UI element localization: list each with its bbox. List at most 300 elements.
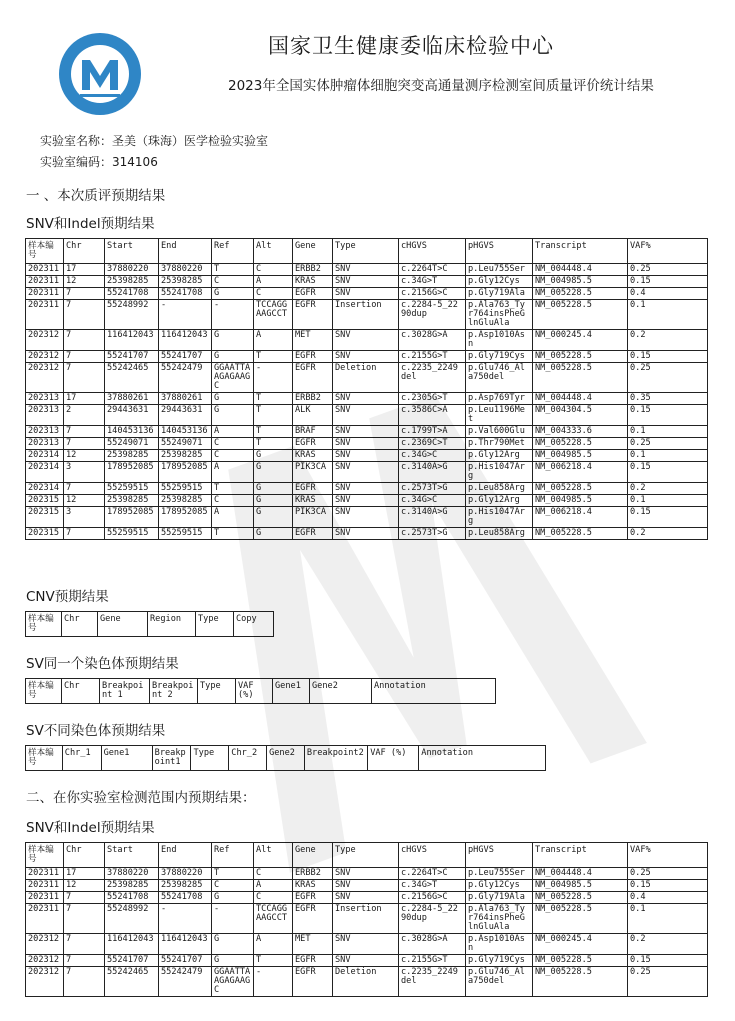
snv-header-cell: Alt [254,239,293,264]
snv-cell: SNV [333,438,399,450]
snv-cell: 202311 [26,288,64,300]
snv-cell: ALK [293,405,333,426]
snv-cell: 178952085 [105,507,159,528]
snv-cell: A [254,276,293,288]
snv-row [26,288,708,300]
snv-cell: SNV [333,276,399,288]
snv2-cell: 25398285 [159,880,212,892]
snv-cell: 37880261 [159,393,212,405]
snv-cell: 55242479 [159,363,212,393]
snv-cell: c.34G>C [399,450,466,462]
snv-cell: c.2235_2249del [399,363,466,393]
snv-cell: 17 [64,393,105,405]
snv2-cell: 55241707 [159,955,212,967]
snv-cell: T [212,264,254,276]
snv2-header-cell: Type [333,843,399,868]
snv-cell: C [254,264,293,276]
snv-cell: SNV [333,330,399,351]
snv2-cell: - [254,967,293,997]
snv-cell: SNV [333,462,399,483]
snv2-row [26,904,708,934]
snv-cell: A [212,426,254,438]
snv-cell: MET [293,330,333,351]
sv-same-header-cell: 样本编号 [26,679,62,704]
snv-row [26,405,708,426]
snv-cell: c.2369C>T [399,438,466,450]
snv2-cell: NM_005228.5 [533,955,628,967]
snv-cell: NM_000245.4 [533,330,628,351]
snv2-cell: p.Glu746_Ala750del [466,967,533,997]
snv-cell: G [212,330,254,351]
snv-cell: BRAF [293,426,333,438]
snv2-cell: EGFR [293,892,333,904]
snv2-cell: p.Leu755Ser [466,868,533,880]
snv-cell: 25398285 [159,450,212,462]
snv2-cell: 55242465 [105,967,159,997]
snv2-cell: c.2264T>C [399,868,466,880]
snv-cell: p.Thr790Met [466,438,533,450]
snv-row [26,507,708,528]
snv-cell: p.Glu746_Ala750del [466,363,533,393]
snv-cell: NM_004985.5 [533,495,628,507]
lab-name-label: 实验室名称： [40,134,113,148]
snv-cell: G [254,462,293,483]
snv2-header-cell: pHGVS [466,843,533,868]
snv-header-cell: Start [105,239,159,264]
snv2-cell: 0.4 [628,892,708,904]
snv-row [26,438,708,450]
snv-cell: p.His1047Arg [466,507,533,528]
snv2-cell: EGFR [293,904,333,934]
cnv-table [25,611,274,637]
snv-cell: NM_004333.6 [533,426,628,438]
snv2-cell: TCCAGGAAGCCT [254,904,293,934]
snv-cell: 7 [64,528,105,540]
snv-cell: 0.4 [628,288,708,300]
snv-header-cell: Chr [64,239,105,264]
snv-cell: T [254,426,293,438]
snv-cell: NM_006218.4 [533,462,628,483]
sv-same-table [25,678,496,704]
snv-row [26,330,708,351]
snv2-cell: c.3028G>A [399,934,466,955]
snv-cell: 7 [64,300,105,330]
snv-header-cell: End [159,239,212,264]
snv2-header-cell: End [159,843,212,868]
snv-cell: 55241707 [159,351,212,363]
snv-cell: p.Val600Glu [466,426,533,438]
snv2-cell: 202311 [26,880,64,892]
snv2-cell: SNV [333,934,399,955]
snv-cell: p.Gly12Arg [466,450,533,462]
snv-cell: T [254,405,293,426]
snv-cell: 202312 [26,351,64,363]
snv2-cell: 17 [64,868,105,880]
snv2-cell: 12 [64,880,105,892]
snv-cell: 7 [64,351,105,363]
snv-cell: 55259515 [159,528,212,540]
snv2-header-cell: Chr [64,843,105,868]
sv-same-header-cell: Breakpoint 1 [100,679,150,704]
snv-row [26,426,708,438]
snv2-cell: NM_005228.5 [533,904,628,934]
snv2-header-cell: Start [105,843,159,868]
sv-diff-header-cell: Gene2 [267,746,305,771]
snv2-cell: Insertion [333,904,399,934]
snv-header-cell: Type [333,239,399,264]
report-title: 2023年全国实体肿瘤体细胞突变高通量测序检测室间质量评价统计结果 [228,78,654,94]
snv-cell: 202312 [26,363,64,393]
snv-cell: EGFR [293,483,333,495]
sv-diff-header-cell: Gene1 [101,746,152,771]
snv2-cell: p.Gly12Cys [466,880,533,892]
snv2-header-cell: cHGVS [399,843,466,868]
snv2-row [26,955,708,967]
snv-row [26,393,708,405]
snv-cell: c.34G>C [399,495,466,507]
snv-cell: PIK3CA [293,462,333,483]
snv-header-cell: VAF% [628,239,708,264]
snv2-cell: 7 [64,904,105,934]
lab-info [40,131,268,173]
snv-cell: EGFR [293,363,333,393]
snv2-row [26,934,708,955]
snv-cell: 0.15 [628,351,708,363]
snv-row [26,450,708,462]
snv-cell: 202311 [26,276,64,288]
snv-cell: 55249071 [105,438,159,450]
snv-row [26,495,708,507]
snv2-cell: p.Ala763_Tyr764insPheGlnGluAla [466,904,533,934]
snv-cell: 7 [64,438,105,450]
snv-row [26,276,708,288]
snv-cell: 12 [64,495,105,507]
snv-cell: SNV [333,426,399,438]
snv2-cell: G [212,955,254,967]
snv-cell: 202311 [26,264,64,276]
snv-row [26,300,708,330]
snv-cell: NM_006218.4 [533,507,628,528]
snv-cell: 25398285 [159,495,212,507]
snv-cell: 3 [64,462,105,483]
snv-cell: p.Ala763_Tyr764insPheGlnGluAla [466,300,533,330]
snv-cell: SNV [333,528,399,540]
snv-cell: NM_005228.5 [533,528,628,540]
snv-cell: - [159,300,212,330]
snv-cell: 202313 [26,393,64,405]
snv2-cell: c.2284-5_2290dup [399,904,466,934]
snv2-cell: 202311 [26,904,64,934]
snv-cell: 12 [64,276,105,288]
snv-cell: EGFR [293,288,333,300]
snv2-cell: T [254,955,293,967]
sv-diff-table [25,745,546,771]
snv-cell: GGAATTAAGAGAAGC [212,363,254,393]
snv-cell: 0.1 [628,300,708,330]
snv-cell: c.2573T>G [399,528,466,540]
snv-cell: 3 [64,507,105,528]
snv-cell: A [212,462,254,483]
cnv-header-cell: Gene [98,612,148,637]
snv2-cell: NM_000245.4 [533,934,628,955]
snv2-cell: - [159,904,212,934]
snv-cell: 55249071 [159,438,212,450]
snv-cell: c.2155G>T [399,351,466,363]
snv-header-cell: pHGVS [466,239,533,264]
snv2-cell: KRAS [293,880,333,892]
cnv-header-cell: Region [148,612,196,637]
snv-row [26,363,708,393]
snv-cell: 37880261 [105,393,159,405]
snv2-cell: SNV [333,880,399,892]
snv-cell: G [254,507,293,528]
snv2-cell: C [254,868,293,880]
snv-header-cell: Gene [293,239,333,264]
snv2-header-cell: VAF% [628,843,708,868]
snv-cell: - [212,300,254,330]
snv-cell: 0.1 [628,450,708,462]
snv2-cell: 0.15 [628,955,708,967]
snv2-cell: SNV [333,868,399,880]
snv-row [26,528,708,540]
snv-cell: c.2305G>T [399,393,466,405]
snv2-cell: 0.1 [628,904,708,934]
sv-same-header-cell: VAF (%) [236,679,273,704]
snv-cell: 0.25 [628,438,708,450]
snv2-cell: 55241707 [105,955,159,967]
snv2-cell: C [212,880,254,892]
snv-cell: p.His1047Arg [466,462,533,483]
sv-same-header-cell: Chr [62,679,100,704]
sv-diff-header-cell: VAF (%) [368,746,419,771]
lab-code-label: 实验室编码： [40,155,113,169]
snv-cell: KRAS [293,495,333,507]
snv-header-cell: 样本编号 [26,239,64,264]
snv-cell: 178952085 [159,507,212,528]
snv-cell: SNV [333,264,399,276]
snv-cell: 12 [64,450,105,462]
snv2-cell: SNV [333,892,399,904]
snv-cell: c.3586C>A [399,405,466,426]
snv-cell: c.3140A>G [399,507,466,528]
snv2-cell: c.2155G>T [399,955,466,967]
snv-cell: NM_005228.5 [533,483,628,495]
snv-cell: 202313 [26,426,64,438]
cnv-header-cell: Chr [62,612,98,637]
sv-same-header-cell: Gene1 [273,679,310,704]
snv2-cell: c.2156G>C [399,892,466,904]
snv2-cell: ERBB2 [293,868,333,880]
snv-cell: - [254,363,293,393]
snv-cell: 55242465 [105,363,159,393]
snv-cell: G [212,288,254,300]
snv-cell: NM_004304.5 [533,405,628,426]
snv-cell: 0.25 [628,363,708,393]
snv-cell: SNV [333,507,399,528]
snv2-cell: NM_004985.5 [533,880,628,892]
snv-cell: SNV [333,483,399,495]
snv-table [25,238,708,540]
snv-cell: 202311 [26,300,64,330]
snv-cell: c.2284-5_2290dup [399,300,466,330]
snv-cell: G [254,450,293,462]
snv-cell: NM_004985.5 [533,276,628,288]
snv2-cell: T [212,868,254,880]
snv-cell: p.Asp1010Asn [466,330,533,351]
snv2-cell: 55241708 [105,892,159,904]
snv-cell: C [212,450,254,462]
snv2-cell: NM_004448.4 [533,868,628,880]
sv-diff-header-cell: Chr_2 [229,746,267,771]
sv-same-header-cell: Gene2 [310,679,372,704]
snv-cell: 178952085 [159,462,212,483]
snv2-cell: NM_005228.5 [533,892,628,904]
snv2-cell: p.Gly719Ala [466,892,533,904]
sv-diff-header-cell: Chr_1 [62,746,101,771]
snv-cell: ERBB2 [293,264,333,276]
snv2-cell: EGFR [293,955,333,967]
nccl-logo [58,32,142,116]
snv-cell: 55259515 [105,483,159,495]
sv-same-header-cell: Annotation [372,679,496,704]
snv-cell: 0.25 [628,264,708,276]
snv-cell: 25398285 [105,450,159,462]
snv-cell: 29443631 [159,405,212,426]
snv-cell: c.2573T>G [399,483,466,495]
snv-cell: 140453136 [105,426,159,438]
cnv-header-cell: Type [196,612,234,637]
snv-cell: C [212,276,254,288]
snv-cell: 0.15 [628,507,708,528]
snv2-cell: 202312 [26,955,64,967]
snv-cell: EGFR [293,300,333,330]
section1-title: 一 、本次质评预期结果 [26,188,166,204]
snv-cell: 202315 [26,507,64,528]
cnv-header-cell: 样本编号 [26,612,62,637]
snv2-cell: G [212,934,254,955]
snv-row [26,483,708,495]
snv-cell: T [254,393,293,405]
snv-cell: NM_004448.4 [533,264,628,276]
snv2-cell: NM_005228.5 [533,967,628,997]
snv-cell: p.Leu755Ser [466,264,533,276]
snv-cell: 202312 [26,330,64,351]
snv2-cell: 37880220 [159,868,212,880]
sv-diff-header-cell: 样本编号 [26,746,63,771]
snv-cell: KRAS [293,450,333,462]
snv2-cell: C [254,892,293,904]
snv-cell: SNV [333,288,399,300]
snv-cell: 0.15 [628,276,708,288]
snv-cell: 7 [64,330,105,351]
snv-cell: NM_004448.4 [533,393,628,405]
snv2-cell: - [212,904,254,934]
cnv-title: CNV预期结果 [26,589,109,605]
snv2-cell: MET [293,934,333,955]
snv2-cell: G [212,892,254,904]
snv-cell: KRAS [293,276,333,288]
snv-cell: SNV [333,495,399,507]
snv-cell: A [254,330,293,351]
sv-same-header-cell: Type [198,679,236,704]
snv-cell: 0.15 [628,462,708,483]
snv-cell: T [254,351,293,363]
snv-cell: G [254,495,293,507]
snv-cell: 55241708 [159,288,212,300]
snv-cell: 7 [64,363,105,393]
snv-cell: 0.35 [628,393,708,405]
snv-cell: NM_005228.5 [533,300,628,330]
sv-diff-header-cell: Breakpoint2 [304,746,367,771]
snv-cell: 25398285 [105,276,159,288]
snv2-title: SNV和Indel预期结果 [26,820,155,836]
snv2-cell: p.Asp1010Asn [466,934,533,955]
snv2-cell: 7 [64,955,105,967]
sv-diff-header-cell: Breakpoint1 [152,746,191,771]
snv-cell: 37880220 [159,264,212,276]
snv2-cell: 116412043 [105,934,159,955]
snv-cell: G [212,393,254,405]
snv-cell: 55259515 [159,483,212,495]
snv2-row [26,967,708,997]
lab-name-row [40,131,268,152]
snv-title: SNV和Indel预期结果 [26,216,155,232]
snv-cell: 2 [64,405,105,426]
snv2-header-cell: Alt [254,843,293,868]
snv-cell: PIK3CA [293,507,333,528]
sv-same-title: SV同一个染色体预期结果 [26,656,179,672]
snv-cell: 178952085 [105,462,159,483]
snv2-row [26,892,708,904]
snv-cell: NM_005228.5 [533,363,628,393]
snv-cell: 17 [64,264,105,276]
snv-cell: 202313 [26,405,64,426]
snv2-cell: 202311 [26,868,64,880]
snv-cell: NM_005228.5 [533,438,628,450]
snv2-row [26,868,708,880]
snv-cell: 0.2 [628,330,708,351]
snv-cell: 55241708 [105,288,159,300]
snv2-cell: A [254,934,293,955]
snv-cell: 202315 [26,495,64,507]
snv2-header-cell: 样本编号 [26,843,64,868]
snv-cell: p.Gly12Arg [466,495,533,507]
snv-cell: SNV [333,450,399,462]
snv-cell: C [212,495,254,507]
snv-cell: 25398285 [159,276,212,288]
snv-cell: c.34G>T [399,276,466,288]
snv-cell: c.3028G>A [399,330,466,351]
snv-cell: C [212,438,254,450]
snv-cell: 0.2 [628,483,708,495]
snv2-cell: 7 [64,934,105,955]
snv2-cell: 7 [64,967,105,997]
snv2-cell: 202311 [26,892,64,904]
sv-diff-header-cell: Type [191,746,229,771]
snv-cell: TCCAGGAAGCCT [254,300,293,330]
snv-cell: c.2156G>C [399,288,466,300]
snv-header-cell: cHGVS [399,239,466,264]
snv2-cell: c.34G>T [399,880,466,892]
snv-row [26,462,708,483]
snv-cell: NM_004985.5 [533,450,628,462]
snv-cell: SNV [333,405,399,426]
snv-cell: NM_005228.5 [533,351,628,363]
snv-cell: p.Leu858Arg [466,483,533,495]
snv-header-cell: Ref [212,239,254,264]
snv2-cell: 7 [64,892,105,904]
snv2-cell: EGFR [293,967,333,997]
